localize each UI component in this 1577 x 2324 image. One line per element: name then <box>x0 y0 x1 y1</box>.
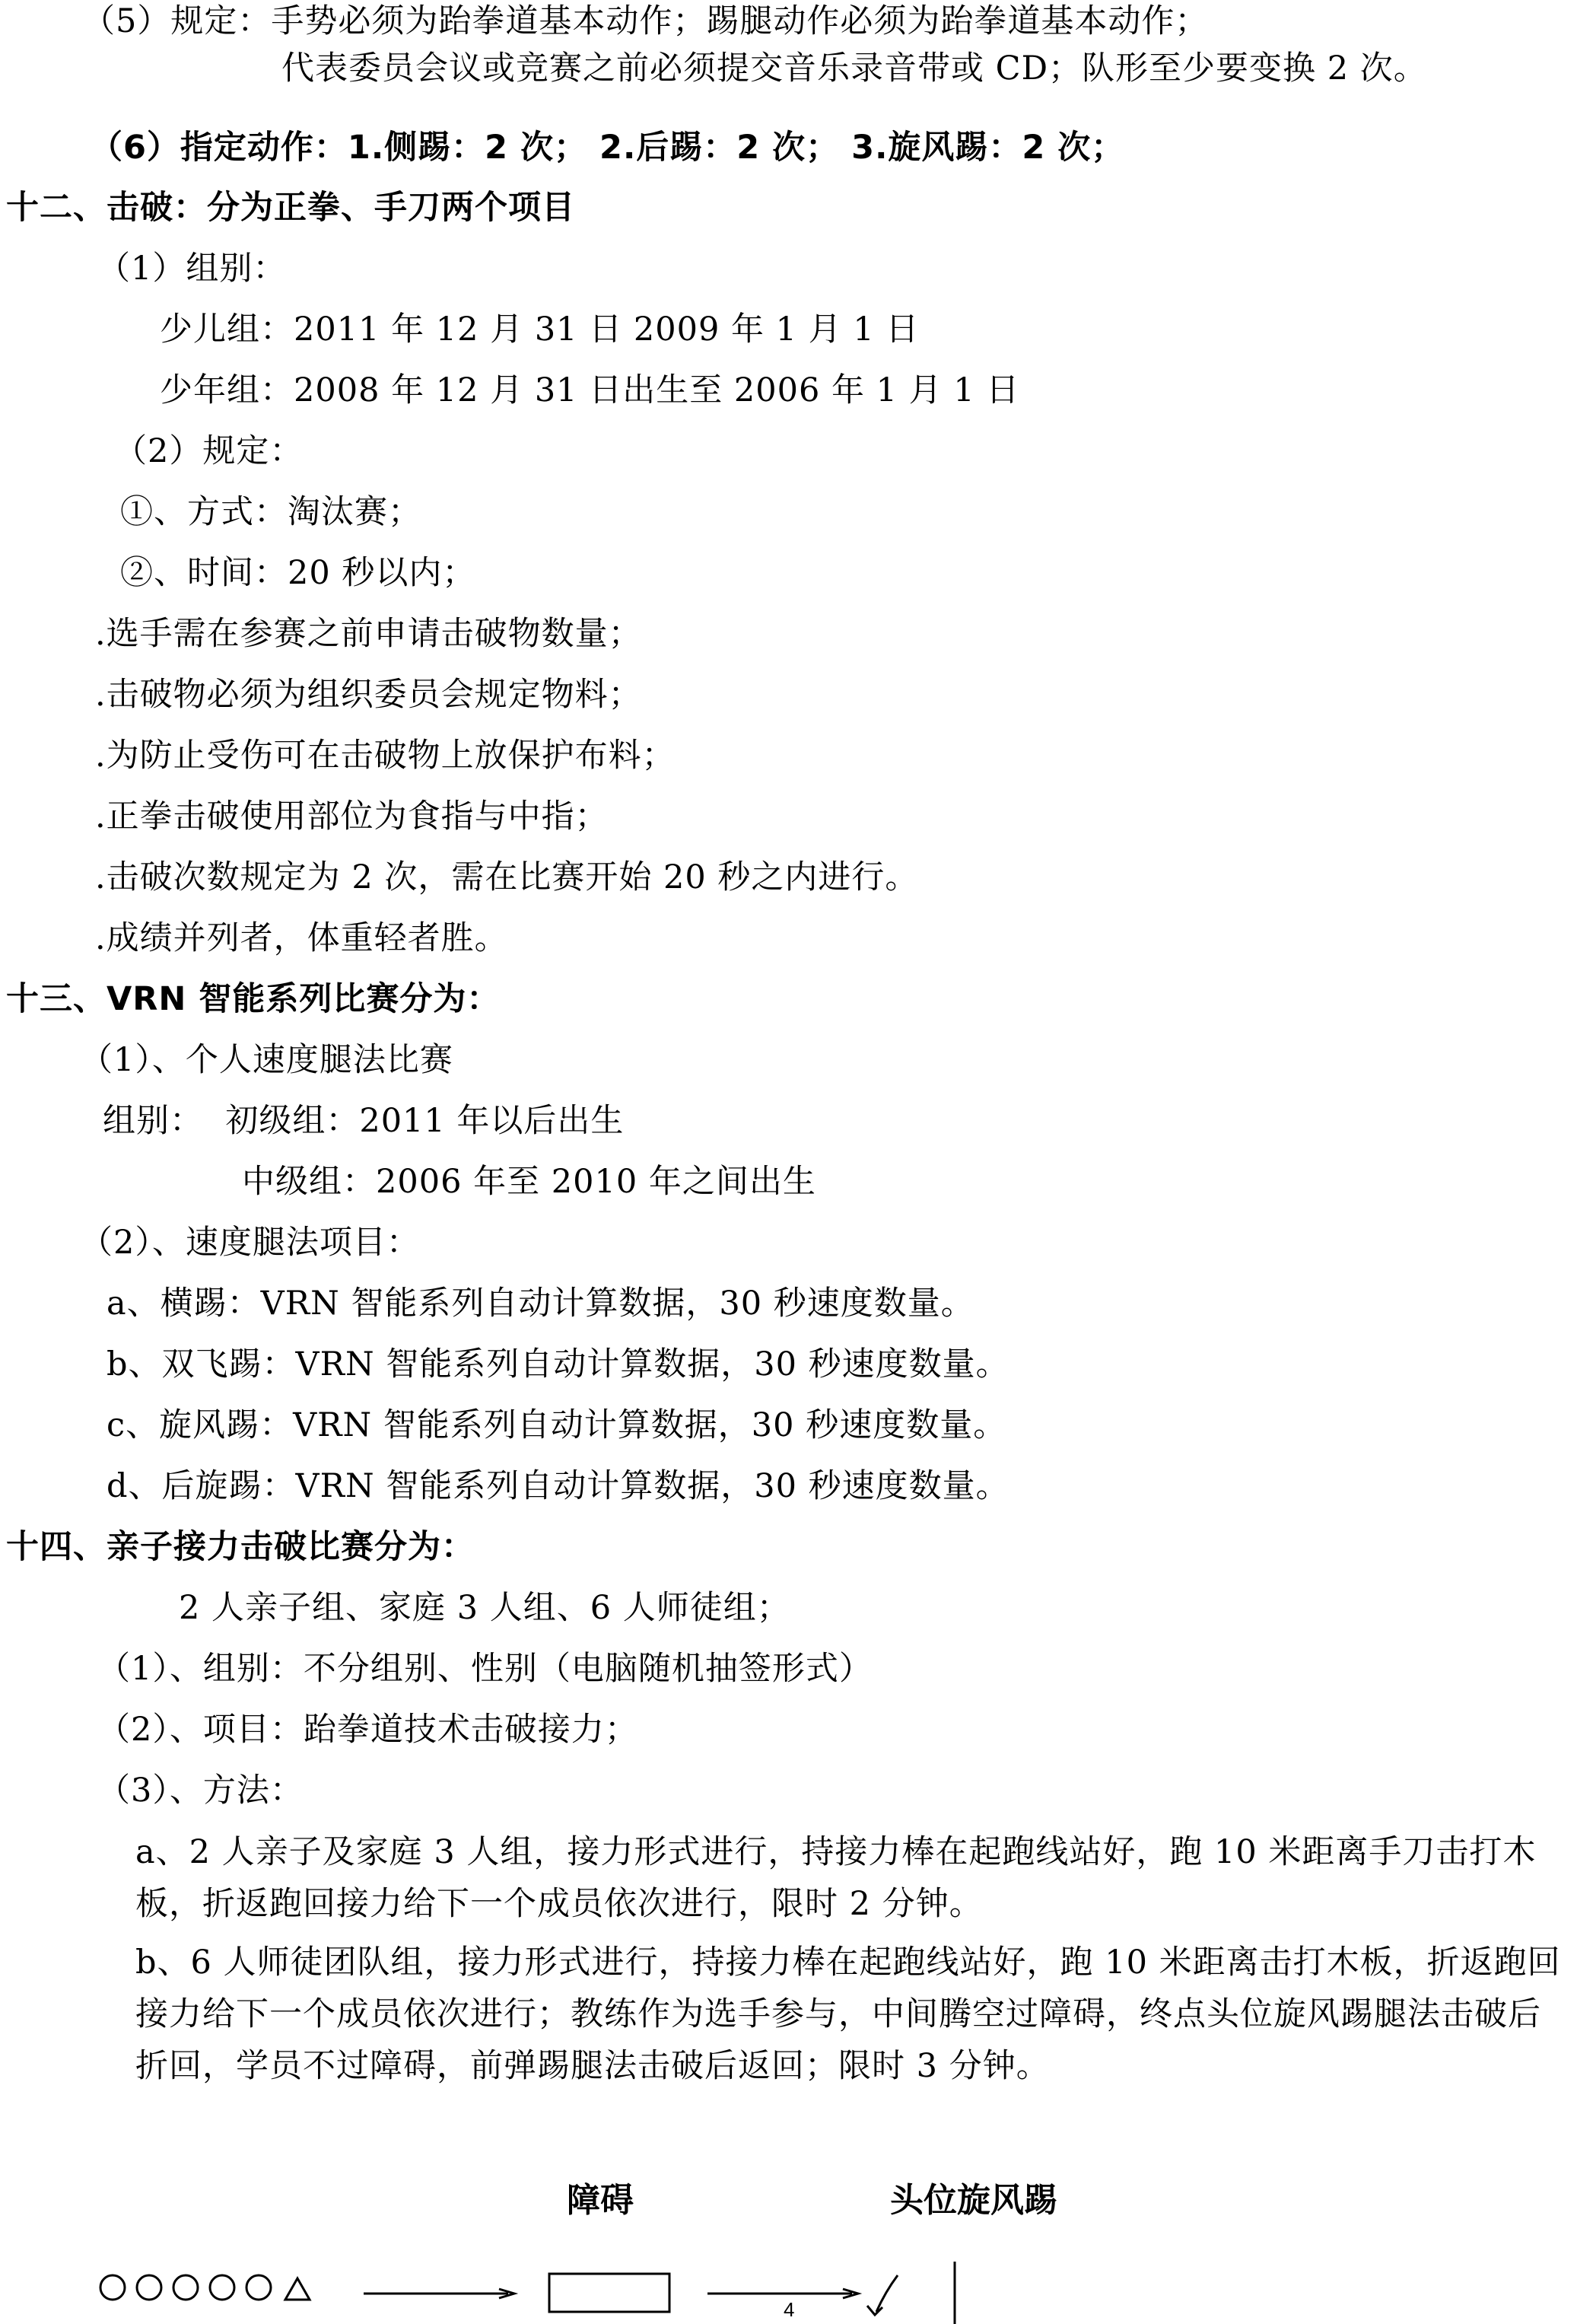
s12-bullet-2: .击破物必须为组织委员会规定物料； <box>95 676 642 714</box>
participant-circle-3 <box>173 2275 198 2300</box>
rule-line-5b: 代表委员会议或竞赛之前必须提交音乐录音带或 CD；队形至少要变换 2 次。 <box>281 49 1427 88</box>
s12-rule-method: ①、方式：淘汰赛； <box>120 493 421 531</box>
s13-individual-label: （1）、个人速度腿法比赛 <box>80 1041 453 1079</box>
s12-rules-label: （2）规定： <box>114 432 304 470</box>
s12-group-label: （1）组别： <box>97 250 287 288</box>
s13-items-label: （2）、速度腿法项目： <box>80 1224 420 1262</box>
s12-bullet-1: .选手需在参赛之前申请击破物数量； <box>95 615 642 653</box>
obstacle-box <box>549 2274 669 2312</box>
s13-item-b: b、双飞踢：VRN 智能系列自动计算数据，30 秒速度数量。 <box>107 1345 1009 1383</box>
diagram-kick-label: 头位旋风踢 <box>890 2181 1057 2220</box>
s13-group-intermediate: 中级组：2006 年至 2010 年之间出生 <box>242 1163 816 1201</box>
s14-method-a: a、2 人亲子及家庭 3 人组，接力形式进行，持接力棒在起跑线站好，跑 10 米距离手刀击打木板，折返跑回接力给下一个成员依次进行，限时 2 分钟。 <box>135 1833 1537 1923</box>
s14-method-label: （3）、方法： <box>97 1772 304 1810</box>
s14-method-b: b、6 人师徒团队组，接力形式进行，持接力棒在起跑线站好，跑 10 米距离击打木板，折返跑回接力给下一个成员依次进行；教练作为选手参与，中间腾空过障碍，终点头位旋风踢腿法击破后折回，学员不过障碍，前弹踢腿法击破后返回；限时 3 分钟。 <box>135 1944 1561 2085</box>
s12-bullet-4: .正拳击破使用部位为食指与中指； <box>95 797 609 836</box>
s12-bullet-6: .成绩并列者，体重轻者胜。 <box>95 919 508 957</box>
page-number: 4 <box>784 2298 795 2321</box>
participant-circle-1 <box>100 2275 125 2300</box>
participant-circle-4 <box>210 2275 234 2300</box>
rule-line-5a: （5）规定：手势必须为跆拳道基本动作；踢腿动作必须为跆拳道基本动作； <box>82 2 1209 40</box>
spin-kick-arrowhead <box>867 2306 882 2315</box>
rule-line-6: （6）指定动作：1.侧踢：2 次； 2.后踢：2 次； 3.旋风踢：2 次； <box>90 129 1125 167</box>
s12-group-juniors: 少年组：2008 年 12 月 31 日出生至 2006 年 1 月 1 日 <box>160 371 1020 409</box>
s14-group-rule: （1）、组别：不分组别、性别（电脑随机抽签形式） <box>97 1650 873 1688</box>
spin-kick-curve <box>876 2275 898 2312</box>
s13-group-beginner: 组别： 初级组：2011 年以后出生 <box>103 1102 625 1140</box>
s14-groups: 2 人亲子组、家庭 3 人组、6 人师徒组； <box>179 1589 790 1627</box>
participant-circle-2 <box>137 2275 161 2300</box>
participant-circle-5 <box>246 2275 271 2300</box>
section-12-heading: 十二、击破：分为正拳、手刀两个项目 <box>6 189 575 227</box>
section-14-heading: 十四、亲子接力击破比赛分为： <box>6 1528 475 1566</box>
s12-rule-time: ②、时间：20 秒以内； <box>120 554 476 592</box>
s12-bullet-5: .击破次数规定为 2 次，需在比赛开始 20 秒之内进行。 <box>95 858 919 896</box>
s13-item-d: d、后旋踢：VRN 智能系列自动计算数据，30 秒速度数量。 <box>107 1467 1009 1505</box>
s12-group-children: 少儿组：2011 年 12 月 31 日 2009 年 1 月 1 日 <box>160 310 920 349</box>
s13-item-c: c、旋风踢：VRN 智能系列自动计算数据，30 秒速度数量。 <box>107 1406 1007 1444</box>
coach-triangle <box>285 2278 310 2300</box>
s13-item-a: a、横踢：VRN 智能系列自动计算数据，30 秒速度数量。 <box>107 1285 974 1323</box>
section-13-heading: 十三、VRN 智能系列比赛分为： <box>6 980 501 1018</box>
s14-item: （2）、项目：跆拳道技术击破接力； <box>97 1711 638 1749</box>
diagram-obstacle-label: 障碍 <box>567 2181 634 2220</box>
s12-bullet-3: .为防止受伤可在击破物上放保护布料； <box>95 737 676 775</box>
